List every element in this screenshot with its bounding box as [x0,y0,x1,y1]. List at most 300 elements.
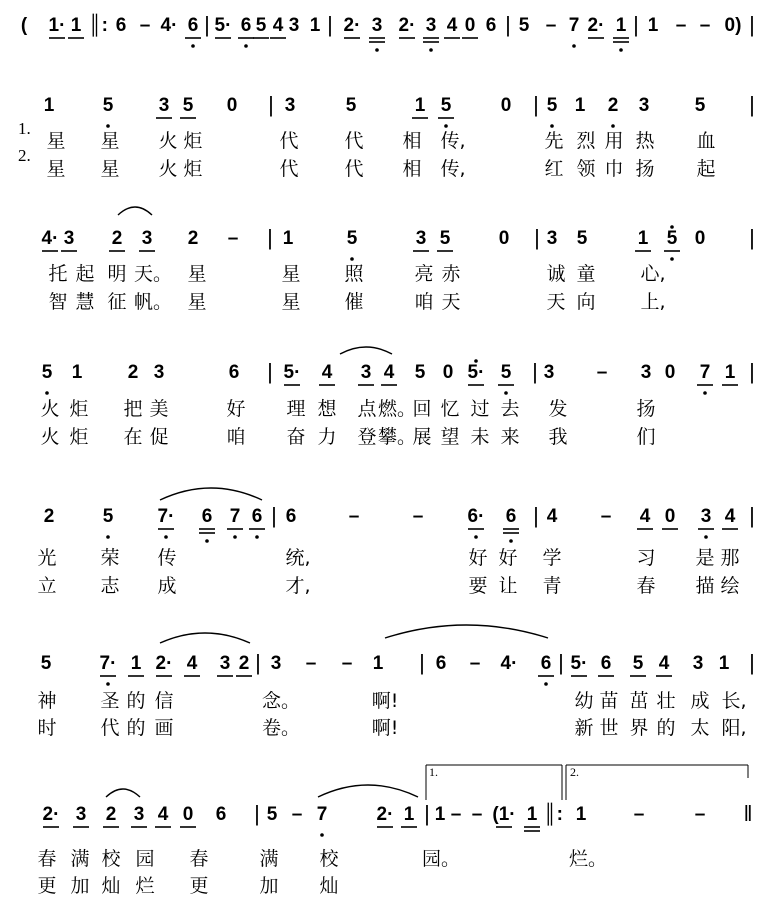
lyric-syllable: 荣 [100,547,120,569]
lyric-syllable: 星 [187,263,207,285]
low-octave-dot [544,682,548,686]
note: 1 [70,15,82,36]
note: 0 [500,95,512,116]
note: 6 [187,15,199,36]
note: 1 [647,15,659,36]
note: 4 [157,804,169,825]
lyric-syllable: 相 [402,130,422,152]
barline: | [749,650,755,675]
lyric-syllable: 天 [546,291,566,313]
lyric-syllable: 过 [470,398,490,420]
low-octave-dot [670,257,674,261]
note: 3 [158,95,170,116]
note: 7 [568,15,580,36]
note: 5· [570,653,588,674]
note: 5 [346,228,358,249]
note: 1 [526,804,538,825]
lyric-syllable: 星 [281,263,301,285]
lyric-syllable: 心, [640,263,666,285]
lyric-syllable: 传, [440,158,466,180]
lyric-syllable: 时 [37,717,57,739]
lyric-syllable: 校 [101,848,121,870]
lyric-syllable: 照 [344,263,364,285]
lyric-syllable: 画 [154,717,174,739]
note: 0 [498,228,510,249]
lyric-syllable: 满 [259,848,279,870]
note: 0 [182,804,194,825]
note: 4 [639,506,651,527]
note: 5 [518,15,530,36]
lyric-syllable: 青 [542,575,562,597]
slur-mark [160,488,262,500]
lyric-syllable: 星 [46,130,66,152]
lyric-syllable: 起 [696,158,716,180]
lyric-syllable: 巾 [604,158,624,180]
lyric-syllable: 炬 [69,426,89,448]
lyric-syllable: 好 [498,547,518,569]
lyric-syllable: 统, [285,547,311,569]
lyric-syllable: 好 [226,398,246,420]
note: – [305,653,317,674]
note: – [341,653,353,674]
barline: | [532,359,538,384]
lyric-syllable: 起 [75,263,95,285]
note: 2 [238,653,250,674]
note: 2 [111,228,123,249]
note: 5 [182,95,194,116]
note: 5 [414,362,426,383]
note: 3 [63,228,75,249]
lyric-syllable: 圣 [100,690,120,712]
lyric-syllable: 学 [542,547,562,569]
note: 6 [251,506,263,527]
low-octave-dot [504,391,508,395]
lyric-syllable: 茁 [629,690,649,712]
lyric-syllable: 星 [100,158,120,180]
lyric-syllable: 卷。 [261,717,301,739]
note: 3 [638,95,650,116]
barline: | [254,801,260,826]
lyric-syllable: 那 [720,547,740,569]
low-octave-dot [474,535,478,539]
slur-mark [160,633,250,643]
lyric-syllable: 咱 [226,426,246,448]
note: – [139,15,151,36]
lyric-syllable: 立 [37,575,57,597]
note: 1 [574,95,586,116]
lyric-syllable: 智 [48,291,68,313]
note: – [450,804,462,825]
lyric-syllable: 新 [574,717,594,739]
lyric-syllable: 扬 [636,398,656,420]
barline: | [633,12,639,37]
note: 5 [345,95,357,116]
lyric-syllable: 登 [357,426,377,448]
lyric-syllable: 星 [281,291,301,313]
note: 2· [587,15,605,36]
note: 5 [255,15,267,36]
note: 7 [229,506,241,527]
lyric-syllable: 上, [640,291,666,313]
lyric-syllable: 志 [100,575,120,597]
low-octave-dot [233,535,237,539]
lyric-syllable: 慧 [75,291,95,313]
note: 4 [446,15,458,36]
barline: | [505,12,511,37]
lyric-syllable: 代 [344,158,364,180]
barline: | [749,503,755,528]
note: 7 [699,362,711,383]
lyric-syllable: 春 [37,848,57,870]
lyric-syllable: 炬 [69,398,89,420]
verse-number-2: 2. [18,146,31,165]
barline: | [749,12,755,37]
low-octave-dot [164,535,168,539]
lyric-syllable: 校 [319,848,339,870]
low-octave-dot [429,48,433,52]
note: 5 [40,653,52,674]
lyric-syllable: 望 [440,426,460,448]
lyric-syllable: 信 [154,690,174,712]
note: 5 [694,95,706,116]
note: 1 [282,228,294,249]
lyric-syllable: 点 [357,398,377,420]
barline: | [749,225,755,250]
lyric-syllable: 火 [158,158,178,180]
note: 1 [434,804,446,825]
barline: | [558,650,564,675]
note: 2 [127,362,139,383]
barline: | [204,12,210,37]
low-octave-dot [572,44,576,48]
slur-mark [318,785,418,797]
note: – [675,15,687,36]
note: 5· [283,362,301,383]
lyric-syllable: 炬 [183,158,203,180]
lyric-syllable: 烂 [135,875,155,897]
lyric-syllable: 扬 [635,158,655,180]
lyric-syllable: 赤 [441,263,461,285]
lyric-syllable: 力 [317,426,337,448]
lyric-syllable: 春 [636,575,656,597]
note: 6 [240,15,252,36]
note: 6 [600,653,612,674]
lyric-syllable: 灿 [101,875,121,897]
note: 2· [155,653,173,674]
lyric-syllable: 们 [636,426,656,448]
lyric-syllable: 未 [470,426,490,448]
low-octave-dot [106,535,110,539]
lyric-syllable: 向 [576,291,596,313]
note: 6 [435,653,447,674]
lyric-syllable: 童 [576,263,596,285]
note: – [600,506,612,527]
note: 7· [157,506,175,527]
lyric-syllable: 加 [259,875,279,897]
barline: | [424,801,430,826]
note: 4 [321,362,333,383]
barline: | [749,92,755,117]
note: 2 [43,506,55,527]
low-octave-dot [619,48,623,52]
note: 4 [186,653,198,674]
lyric-syllable: 咱 [414,291,434,313]
note: 3 [153,362,165,383]
note: (1· [492,804,516,825]
lyric-syllable: 满 [70,848,90,870]
note: 1 [43,95,55,116]
lyric-syllable: 催 [344,291,364,313]
lyric-syllable: 来 [500,426,520,448]
note: – [694,804,706,825]
lyric-syllable: 代 [100,717,120,739]
lyric-syllable: 展 [412,426,432,448]
barline: | [267,359,273,384]
low-octave-dot [205,539,209,543]
barline: | [534,225,540,250]
lyric-syllable: 啊! [371,690,399,712]
note: 7· [99,653,117,674]
barline: | [327,12,333,37]
lyric-syllable: 相 [402,158,422,180]
note: 2· [376,804,394,825]
note: 6 [285,506,297,527]
lyric-syllable: 发 [548,398,568,420]
low-octave-dot [45,391,49,395]
note: – [412,506,424,527]
barline: | [267,225,273,250]
lyric-syllable: 更 [189,875,209,897]
volta-label-1: 1. [429,765,438,779]
low-octave-dot [350,257,354,261]
lyric-syllable: 才, [285,575,311,597]
note: 3 [133,804,145,825]
note: 4· [41,228,59,249]
low-octave-dot [704,535,708,539]
lyric-syllable: 神 [37,690,57,712]
note: 5 [546,95,558,116]
note: 3 [219,653,231,674]
note: 0 [226,95,238,116]
note: 5 [632,653,644,674]
lyric-syllable: 好 [468,547,488,569]
note: 4· [160,15,178,36]
note: 3 [543,362,555,383]
note: 3 [415,228,427,249]
note: 0 [442,362,454,383]
note: 5 [266,804,278,825]
lyric-syllable: 征 [107,291,127,313]
note: 3 [640,362,652,383]
lyric-syllable: 加 [70,875,90,897]
lyric-syllable: 太 [690,717,710,739]
note: 1 [637,228,649,249]
lyric-syllable: 回 [412,398,432,420]
note: 5 [102,95,114,116]
note: 5 [576,228,588,249]
note: – [291,804,303,825]
low-octave-dot [244,44,248,48]
barline: | [419,650,425,675]
note: 6 [505,506,517,527]
note: 0 [664,506,676,527]
low-octave-dot [444,124,448,128]
note: 2· [398,15,416,36]
note: 0 [694,228,706,249]
note: 1 [130,653,142,674]
lyric-syllable: 园 [135,848,155,870]
lyric-syllable: 用 [604,130,624,152]
note: 5 [500,362,512,383]
lyric-syllable: 在 [123,426,143,448]
note: 3 [425,15,437,36]
lyric-syllable: 的 [126,717,146,739]
barline: | [533,503,539,528]
note: 1 [403,804,415,825]
note: 1 [615,15,627,36]
lyric-syllable: 星 [100,130,120,152]
lyric-syllable: 托 [48,263,68,285]
note: – [227,228,239,249]
lyric-syllable: 美 [149,398,169,420]
note: 5· [467,362,485,383]
low-octave-dot [509,539,513,543]
lyric-syllable: 烈 [576,130,596,152]
note: 3 [700,506,712,527]
note: 4 [546,506,558,527]
barline: | [749,359,755,384]
note: 0 [464,15,476,36]
lyric-syllable: 星 [46,158,66,180]
note: 6 [201,506,213,527]
lyric-syllable: 代 [344,130,364,152]
low-octave-dot [611,124,615,128]
lyric-syllable: 春 [189,848,209,870]
note: 5 [440,95,452,116]
note: ║: [88,15,108,36]
barline: | [271,503,277,528]
lyric-syllable: 长, [721,690,747,712]
note: – [469,653,481,674]
lyric-syllable: 天。 [133,263,173,285]
slur-mark [340,347,392,354]
lyric-syllable: 啊! [371,717,399,739]
note: 2 [187,228,199,249]
note: 5 [439,228,451,249]
lyric-syllable: 描 [695,575,715,597]
lyric-syllable: 成 [690,690,710,712]
low-octave-dot [375,48,379,52]
note: ( [20,15,28,36]
lyric-syllable: 星 [187,291,207,313]
note: 5 [666,228,678,249]
note: 0) [724,15,742,36]
barline: | [255,650,261,675]
note: 6· [467,506,485,527]
note: 3 [270,653,282,674]
note: – [545,15,557,36]
note: 6 [228,362,240,383]
note: 3 [692,653,704,674]
lyric-syllable: 壮 [656,690,676,712]
lyric-syllable: 火 [158,130,178,152]
lyric-syllable: 世 [599,717,619,739]
lyric-syllable: 苗 [599,690,619,712]
lyric-syllable: 先 [544,130,564,152]
lyric-syllable: 界 [629,717,649,739]
lyric-syllable: 亮 [414,263,434,285]
note: 1 [718,653,730,674]
lyric-syllable: 去 [500,398,520,420]
lyric-syllable: 烂。 [568,848,608,870]
lyric-syllable: 炬 [183,130,203,152]
lyric-syllable: 让 [498,575,518,597]
note: ║: [543,804,563,825]
note: 4 [272,15,284,36]
lyric-syllable: 是 [695,547,715,569]
lyric-syllable: 忆 [440,398,460,420]
note: – [633,804,645,825]
note: 2· [42,804,60,825]
low-octave-dot [255,535,259,539]
lyric-syllable: 想 [317,398,337,420]
lyric-syllable: 灿 [319,875,339,897]
lyric-syllable: 火 [40,426,60,448]
note: 0 [664,362,676,383]
note: – [596,362,608,383]
lyric-syllable: 的 [656,717,676,739]
lyric-syllable: 帆。 [133,291,173,313]
barline: ‖ [743,801,753,826]
note: 4 [724,506,736,527]
note: 3 [141,228,153,249]
note: 2 [105,804,117,825]
lyric-syllable: 传 [157,547,177,569]
note: 3 [360,362,372,383]
low-octave-dot [550,124,554,128]
low-octave-dot [106,124,110,128]
lyric-syllable: 园。 [421,848,461,870]
note: 3 [284,95,296,116]
note: 3 [75,804,87,825]
lyric-syllable: 奋 [286,426,306,448]
lyric-syllable: 代 [279,158,299,180]
lyric-syllable: 攀。 [377,426,417,448]
lyric-syllable: 明 [107,263,127,285]
note: 7 [316,804,328,825]
note: 1 [575,804,587,825]
slur-mark [118,207,152,215]
lyric-syllable: 念。 [261,690,301,712]
note: – [348,506,360,527]
note: 5 [102,506,114,527]
note: 1 [724,362,736,383]
lyric-syllable: 理 [286,398,306,420]
lyric-syllable: 传, [440,130,466,152]
note: 1 [414,95,426,116]
slur-mark [106,789,140,797]
note: 5· [214,15,232,36]
note: 1 [71,362,83,383]
note: 1 [309,15,321,36]
note: 4· [500,653,518,674]
lyric-syllable: 血 [696,130,716,152]
lyric-syllable: 把 [123,398,143,420]
note: 2· [343,15,361,36]
note: 3 [546,228,558,249]
volta-label-2: 2. [570,765,579,779]
note: 2 [607,95,619,116]
